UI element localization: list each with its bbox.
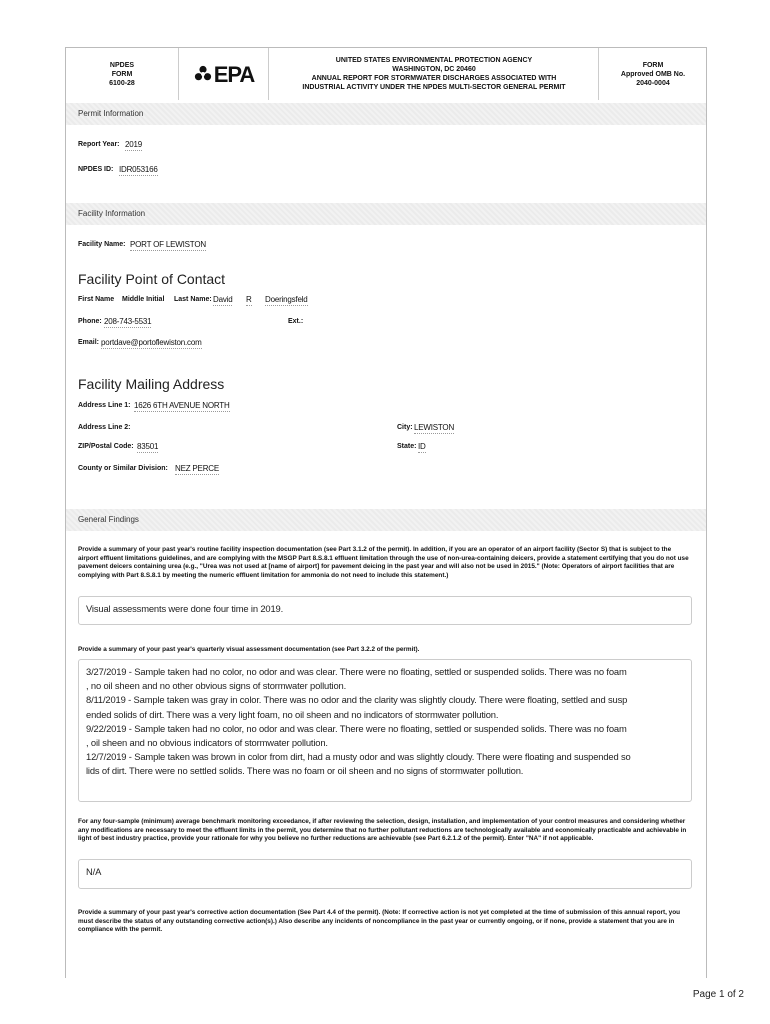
address-line1-label: Address Line 1: xyxy=(78,402,131,409)
county-value[interactable]: NEZ PERCE xyxy=(175,464,219,473)
section-facility-information: Facility Information xyxy=(66,203,706,225)
county-label: County or Similar Division: xyxy=(78,465,168,472)
state-value[interactable]: ID xyxy=(418,442,426,451)
question-benchmark-exceedance: For any four-sample (minimum) average benchmark monitoring exceedance, if after reviewing the selection, design, installation, and implementation of your control measures and considering whether any modifications are necessary to meet the effluent limits in the permit, you determine that no further pollutant reductions are technologically available and economically practicable and achievable in light of best industry practice, provide your rationale for why you believe no further reductions are achievable (see Part 6.2.1.2 of the permit). Enter "NA" if not applicable. xyxy=(78,818,687,843)
question-visual-assessment: Provide a summary of your past year's quarterly visual assessment documentation (see Part 3.2.2 of the permit). xyxy=(78,646,420,653)
city-value[interactable]: LEWISTON xyxy=(414,423,455,432)
report-year-value[interactable]: 2019 xyxy=(125,140,142,149)
agency-title: UNITED STATES ENVIRONMENTAL PROTECTION AGENCY WASHINGTON, DC 20460 ANNUAL REPORT FOR STORMWATER DISCHARGES ASSOCIATED WITH INDUSTRIAL ACTIVITY UNDER THE NPDES MULTI-SECTOR GENERAL PERMIT xyxy=(268,48,599,100)
answer-routine-inspection[interactable]: Visual assessments were done four time in 2019. xyxy=(78,596,692,625)
last-name-label: Last Name: xyxy=(174,296,212,303)
address-line1-value[interactable]: 1626 6TH AVENUE NORTH xyxy=(134,401,230,410)
omb-approval: FORM Approved OMB No. 2040-0004 xyxy=(598,48,707,100)
mailing-heading: Facility Mailing Address xyxy=(78,376,225,392)
zip-label: ZIP/Postal Code: xyxy=(78,443,134,450)
zip-value[interactable]: 83501 xyxy=(137,442,159,451)
last-name-value[interactable]: Doeringsfeld xyxy=(265,295,308,304)
ext-label: Ext.: xyxy=(288,318,304,325)
form-frame xyxy=(65,47,707,978)
epa-flower-icon xyxy=(194,65,212,83)
page-number: Page 1 of 2 xyxy=(692,989,744,1000)
state-label: State: xyxy=(397,443,417,450)
question-corrective-action: Provide a summary of your past year's corrective action documentation (See Part 4.4 of the permit). (Note: If corrective action is not yet completed at the time of submission of this annual report, you must describe the status of any outstanding corrective action(s).) Also describe any incidents of noncompliance in the past year or currently ongoing, or if none, provide a statement that you are in compliance with the permit. xyxy=(78,909,681,934)
npdes-id-label: NPDES ID: xyxy=(78,166,114,173)
report-year-label: Report Year: xyxy=(78,141,120,148)
middle-initial-value[interactable]: R xyxy=(246,295,252,304)
first-name-value[interactable]: David xyxy=(213,295,233,304)
epa-logo-text: EPA xyxy=(213,61,255,87)
epa-logo xyxy=(178,48,269,100)
section-general-findings: General Findings xyxy=(66,509,706,531)
email-label: Email: xyxy=(78,339,100,346)
address-line2-label: Address Line 2: xyxy=(78,424,131,431)
first-name-label: First Name xyxy=(78,296,115,303)
contact-heading: Facility Point of Contact xyxy=(78,271,226,287)
answer-visual-assessment[interactable]: 3/27/2019 - Sample taken had no color, no odor and was clear. There were no floating, settled or suspended solids. There was no foam , no oil sheen and no other obvious signs of stormwater pollution. 8/11/2019 - Sample taken was gray in color. There was no odor and the clarity was slightly cloudy. There were floating, settled and susp ended solids of dirt. There was a very light foam, no oil sheen and no indicators of stormwater pollution. 9/22/2019 - Sample taken had no color, no odor and was clear. There were no floating, settled or suspended solids. There was no foam , oil sheen and no obvious indicators of stormwater pollution. 12/7/2019 - Sample taken was brown in color from dirt, had a musty odor and was slightly cloudy. There were floating and suspended so lids of dirt. There were no settled solids. There was no foam or oil sheen and no signs of stormwater pollution. xyxy=(78,659,692,802)
phone-value[interactable]: 208-743-5531 xyxy=(104,317,152,326)
email-value[interactable]: portdave@portoflewiston.com xyxy=(101,338,202,347)
section-permit-information: Permit Information xyxy=(66,103,706,125)
phone-label: Phone: xyxy=(78,318,102,325)
answer-benchmark-exceedance[interactable]: N/A xyxy=(78,859,692,889)
form-header xyxy=(66,48,706,100)
facility-name-value[interactable]: PORT OF LEWISTON xyxy=(130,240,206,249)
npdes-id-value[interactable]: IDR053166 xyxy=(119,165,158,174)
question-routine-inspection: Provide a summary of your past year's routine facility inspection documentation (see Part 3.1.2 of the permit). In addition, if you are an operator of an airport facility (Sector S) that is subject to the airport effluent limitations guidelines, and are complying with the MSGP Part 8.S.8.1 effluent limitation through the use of non-urea-containing deicers, provide a statement certifying that you do not use pavement deicers containing urea (e.g., "Urea was not used at [name of airport] for pavement deicing in the past year and will also not be used in 2015." (Note: Operators of airport facilities that are complying with Part 8.S.8.1 by meeting the numeric effluent limitation for ammonia do not need to include this statement.) xyxy=(78,546,689,579)
form-id: NPDES FORM 6100-28 xyxy=(109,61,135,87)
facility-name-label: Facility Name: xyxy=(78,241,126,248)
city-label: City: xyxy=(397,424,413,431)
middle-initial-label: Middle Initial xyxy=(122,296,165,303)
